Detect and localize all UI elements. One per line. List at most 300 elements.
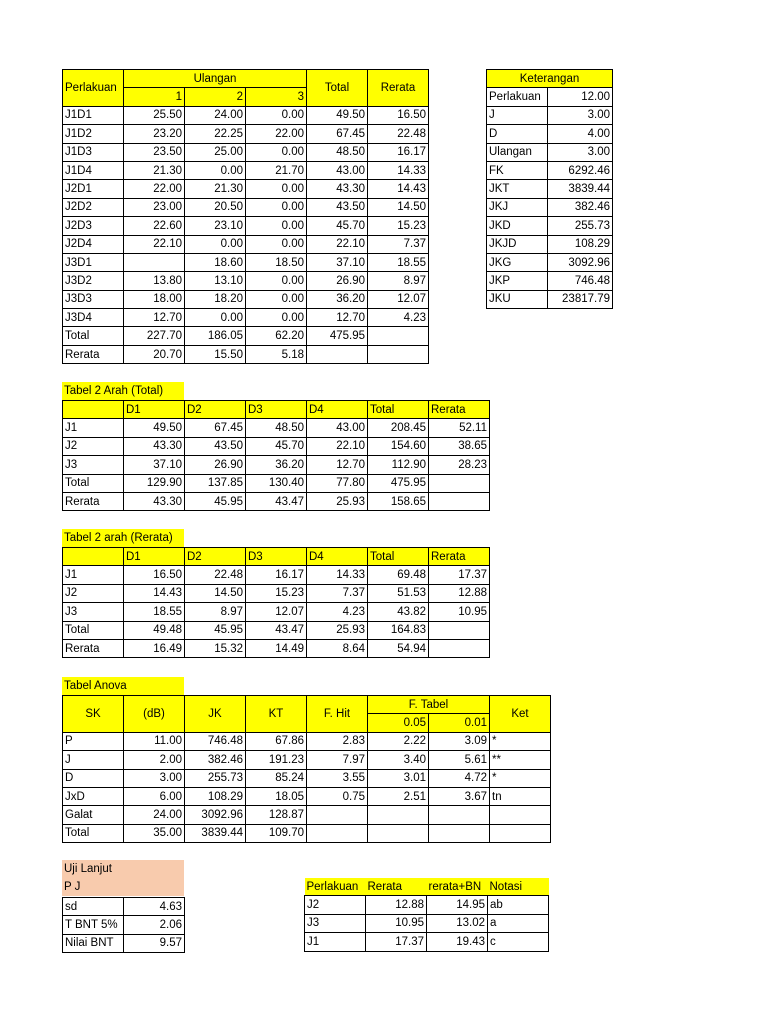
cell-value: 22.60 [124, 217, 185, 235]
cell-value: 22.00 [246, 125, 307, 143]
column-header: Rerata [429, 401, 490, 419]
table-row [63, 235, 429, 253]
cell-value: 13.80 [124, 272, 185, 290]
keterangan-label: Perlakuan [487, 88, 548, 106]
column-header: D4 [307, 401, 368, 419]
keterangan-value: 3.00 [548, 106, 613, 124]
uji-label: sd [63, 898, 124, 916]
cell-value [368, 327, 429, 345]
keterangan-block [486, 69, 613, 309]
cell-value: 8.97 [185, 603, 246, 621]
cell-value: 14.43 [368, 180, 429, 198]
uji-lanjut-title: Uji Lanjut [64, 863, 112, 875]
cell-value: 227.70 [124, 327, 185, 345]
cell-value: 36.20 [307, 290, 368, 308]
row-label: J2D4 [63, 235, 124, 253]
cell-value: 25.50 [124, 106, 185, 124]
row-label: J [63, 751, 124, 769]
significance-mark: ** [490, 751, 551, 769]
cell-value: 0.00 [185, 235, 246, 253]
row-label: J3 [63, 603, 124, 621]
cell-value: 54.94 [368, 639, 429, 657]
row-label: JxD [63, 787, 124, 805]
tabel-2-arah-rerata-block [62, 547, 490, 658]
t2-header-corner [63, 401, 124, 419]
column-header: Notasi [488, 878, 549, 896]
column-header: D2 [185, 401, 246, 419]
cell-value: 17.37 [429, 566, 490, 584]
significance-mark: * [490, 769, 551, 787]
uji-value: 2.06 [124, 916, 185, 934]
uji-value: 4.63 [124, 898, 185, 916]
cell-value: 0.00 [185, 161, 246, 179]
cell-value: 2.22 [368, 732, 429, 750]
cell-value: 6.00 [124, 787, 185, 805]
keterangan-label: JKP [487, 272, 548, 290]
table-row [63, 787, 551, 805]
row-label: J2D3 [63, 217, 124, 235]
tabel-2-arah-total-block [62, 400, 490, 511]
cell-value: 49.48 [124, 621, 185, 639]
cell-value: 25.93 [307, 621, 368, 639]
cell-value: 3.01 [368, 769, 429, 787]
cell-value: 23.10 [185, 217, 246, 235]
cell-value: 7.97 [307, 751, 368, 769]
cell-value: 8.97 [368, 272, 429, 290]
row-label: J3D1 [63, 253, 124, 271]
keterangan-label: FK [487, 161, 548, 179]
significance-mark: tn [490, 787, 551, 805]
cell-value: 49.50 [124, 419, 185, 437]
table-row [63, 806, 551, 824]
cell-value: 43.30 [124, 492, 185, 510]
cell-value: 16.17 [368, 143, 429, 161]
cell-value: 37.10 [124, 456, 185, 474]
header-ulangan: Ulangan [124, 70, 307, 88]
cell-value: 0.00 [246, 290, 307, 308]
cell-value: 16.17 [246, 566, 307, 584]
cell-value: 382.46 [185, 751, 246, 769]
row-label: J1D1 [63, 106, 124, 124]
column-header: D3 [246, 401, 307, 419]
cell-value: 18.50 [246, 253, 307, 271]
anova-header-db: (dB) [124, 696, 185, 733]
cell-value: 85.24 [246, 769, 307, 787]
table-row [487, 217, 613, 235]
table-row [63, 345, 429, 363]
cell-value: 77.80 [307, 474, 368, 492]
table-row [63, 769, 551, 787]
row-label: P [63, 732, 124, 750]
cell-value: 21.30 [124, 161, 185, 179]
column-header: D3 [246, 548, 307, 566]
cell-value: 2.00 [124, 751, 185, 769]
uji-value: 9.57 [124, 934, 185, 952]
cell-value [307, 806, 368, 824]
cell-value [124, 253, 185, 271]
cell-value: 3.09 [429, 732, 490, 750]
uji-label: Nilai BNT [63, 934, 124, 952]
cell-value: 49.50 [307, 106, 368, 124]
cell-value: 3839.44 [185, 824, 246, 842]
column-header: D1 [124, 401, 185, 419]
uji-lanjut-title-block [62, 860, 184, 896]
cell-value: 22.48 [185, 566, 246, 584]
cell-value: 12.88 [429, 584, 490, 602]
tabel-2-arah-rerata [62, 547, 490, 658]
cell-value: 3.40 [368, 751, 429, 769]
cell-value: 5.18 [246, 345, 307, 363]
cell-value: 191.23 [246, 751, 307, 769]
table-row [63, 934, 185, 952]
uji-label: T BNT 5% [63, 916, 124, 934]
main-data-table [62, 69, 429, 364]
table-row [63, 566, 490, 584]
row-label: J2 [63, 437, 124, 455]
notasi-block [304, 878, 549, 952]
uji-lanjut-table [62, 897, 185, 953]
column-header: D1 [124, 548, 185, 566]
row-label: J1 [63, 566, 124, 584]
keterangan-value: 746.48 [548, 272, 613, 290]
cell-value [307, 345, 368, 363]
column-header: Rerata [366, 878, 427, 896]
cell-value: 22.25 [185, 125, 246, 143]
table-row [63, 272, 429, 290]
table-row [63, 732, 551, 750]
header-ulangan-1: 1 [124, 88, 185, 106]
cell-value: 164.83 [368, 621, 429, 639]
anova-header-001: 0.01 [429, 714, 490, 732]
cell-value: 21.70 [246, 161, 307, 179]
row-label: Total [63, 621, 124, 639]
column-header: rerata+BN [427, 878, 488, 896]
row-label: J1D4 [63, 161, 124, 179]
table-row [63, 751, 551, 769]
cell-value: 24.00 [124, 806, 185, 824]
keterangan-value: 3092.96 [548, 253, 613, 271]
cell-value: 154.60 [368, 437, 429, 455]
cell-value: 4.23 [307, 603, 368, 621]
cell-value: 52.11 [429, 419, 490, 437]
cell-value: 14.50 [368, 198, 429, 216]
table-row [63, 639, 490, 657]
column-header: Total [368, 401, 429, 419]
cell-value: 16.50 [124, 566, 185, 584]
table-row [63, 180, 429, 198]
cell-value: 12.70 [307, 456, 368, 474]
cell-value: 22.10 [307, 235, 368, 253]
cell-value: 12.07 [246, 603, 307, 621]
cell-value: 3.00 [124, 769, 185, 787]
anova-header-fhit: F. Hit [307, 696, 368, 733]
cell-value: 158.65 [368, 492, 429, 510]
cell-value: 0.00 [246, 180, 307, 198]
cell-value: 0.75 [307, 787, 368, 805]
keterangan-label: JKU [487, 290, 548, 308]
column-header: D2 [185, 548, 246, 566]
cell-value: 3.67 [429, 787, 490, 805]
row-label: J3D4 [63, 309, 124, 327]
cell-value: 2.83 [307, 732, 368, 750]
table-row [487, 235, 613, 253]
table-row [63, 309, 429, 327]
table-row [63, 456, 490, 474]
cell-value: 128.87 [246, 806, 307, 824]
row-label: Total [63, 824, 124, 842]
cell-value [429, 621, 490, 639]
tabel-2-arah-rerata-caption: Tabel 2 arah (Rerata) [62, 529, 184, 547]
table-row [487, 198, 613, 216]
cell-value: 0.00 [246, 309, 307, 327]
table-row [487, 180, 613, 198]
table-row [63, 290, 429, 308]
cell-value: 26.90 [185, 456, 246, 474]
cell-value: 67.45 [307, 125, 368, 143]
table-row [63, 824, 551, 842]
cell-value [368, 806, 429, 824]
cell-value: 15.50 [185, 345, 246, 363]
cell-value: 10.95 [366, 914, 427, 932]
t3-header-corner [63, 548, 124, 566]
row-label: Rerata [63, 492, 124, 510]
table-row [63, 253, 429, 271]
cell-value: 35.00 [124, 824, 185, 842]
cell-value: 67.45 [185, 419, 246, 437]
cell-value [429, 474, 490, 492]
cell-value: 4.23 [368, 309, 429, 327]
cell-value: 12.88 [366, 896, 427, 914]
table-row [487, 290, 613, 308]
cell-value: 43.47 [246, 621, 307, 639]
anova-header-jk: JK [185, 696, 246, 733]
cell-value: 51.53 [368, 584, 429, 602]
cell-value: 186.05 [185, 327, 246, 345]
cell-value: 129.90 [124, 474, 185, 492]
table-row [63, 106, 429, 124]
keterangan-value: 3.00 [548, 143, 613, 161]
cell-value: 43.47 [246, 492, 307, 510]
row-label: J1 [305, 933, 366, 951]
table-row [305, 914, 549, 932]
row-label: D [63, 769, 124, 787]
cell-value: 11.00 [124, 732, 185, 750]
table-row [305, 896, 549, 914]
cell-value: 45.70 [246, 437, 307, 455]
keterangan-label: JKD [487, 217, 548, 235]
cell-value: 67.86 [246, 732, 307, 750]
cell-value: 14.49 [246, 639, 307, 657]
row-label: Rerata [63, 345, 124, 363]
row-label: J1D2 [63, 125, 124, 143]
anova-block [62, 695, 551, 843]
cell-value: 17.37 [366, 933, 427, 951]
row-label: Total [63, 327, 124, 345]
cell-value: 18.55 [124, 603, 185, 621]
cell-value: 45.95 [185, 621, 246, 639]
tabel-2-arah-total [62, 400, 490, 511]
column-header: D4 [307, 548, 368, 566]
row-label: Galat [63, 806, 124, 824]
table-row [487, 125, 613, 143]
cell-value: 14.33 [307, 566, 368, 584]
header-rerata: Rerata [368, 70, 429, 107]
cell-value: 12.07 [368, 290, 429, 308]
cell-value: 475.95 [368, 474, 429, 492]
row-label: J2 [305, 896, 366, 914]
cell-value: 16.49 [124, 639, 185, 657]
keterangan-value: 6292.46 [548, 161, 613, 179]
row-label: J3D3 [63, 290, 124, 308]
cell-value: 14.33 [368, 161, 429, 179]
table-row [63, 437, 490, 455]
cell-value: 7.37 [368, 235, 429, 253]
significance-mark [490, 806, 551, 824]
keterangan-label: D [487, 125, 548, 143]
cell-value: 0.00 [246, 217, 307, 235]
cell-value: 7.37 [307, 584, 368, 602]
cell-value: 10.95 [429, 603, 490, 621]
anova-table [62, 695, 551, 843]
table-row [487, 106, 613, 124]
keterangan-label: JKJD [487, 235, 548, 253]
cell-value: 112.90 [368, 456, 429, 474]
row-label: Total [63, 474, 124, 492]
keterangan-label: J [487, 106, 548, 124]
cell-value: 20.70 [124, 345, 185, 363]
cell-value: 2.51 [368, 787, 429, 805]
cell-value: 15.32 [185, 639, 246, 657]
cell-value: 208.45 [368, 419, 429, 437]
table-row [63, 198, 429, 216]
cell-value: 48.50 [307, 143, 368, 161]
table-row [487, 253, 613, 271]
table-row [63, 161, 429, 179]
notasi-table [304, 878, 549, 952]
tabel-anova-caption: Tabel Anova [62, 677, 184, 695]
cell-value: 18.00 [124, 290, 185, 308]
row-label: J2 [63, 584, 124, 602]
cell-value: 45.95 [185, 492, 246, 510]
table-row [63, 419, 490, 437]
column-header: Rerata [429, 548, 490, 566]
table-row [63, 621, 490, 639]
cell-value: 48.50 [246, 419, 307, 437]
cell-value: 26.90 [307, 272, 368, 290]
cell-value: 43.82 [368, 603, 429, 621]
column-header: Total [368, 548, 429, 566]
table-row [63, 474, 490, 492]
cell-value: 3.55 [307, 769, 368, 787]
table-row [487, 88, 613, 106]
header-ulangan-2: 2 [185, 88, 246, 106]
keterangan-value: 23817.79 [548, 290, 613, 308]
header-total: Total [307, 70, 368, 107]
cell-value: 12.70 [307, 309, 368, 327]
table-row [63, 898, 185, 916]
row-label: J2D1 [63, 180, 124, 198]
cell-value: 43.00 [307, 161, 368, 179]
cell-value: 23.20 [124, 125, 185, 143]
main-data-table-block [62, 69, 429, 364]
table-row [487, 161, 613, 179]
cell-value: 475.95 [307, 327, 368, 345]
cell-value: 43.30 [124, 437, 185, 455]
notasi-value: ab [488, 896, 549, 914]
cell-value: 45.70 [307, 217, 368, 235]
keterangan-value: 12.00 [548, 88, 613, 106]
cell-value: 0.00 [185, 309, 246, 327]
table-row [63, 125, 429, 143]
cell-value: 24.00 [185, 106, 246, 124]
table-row [63, 143, 429, 161]
keterangan-label: JKT [487, 180, 548, 198]
cell-value: 15.23 [246, 584, 307, 602]
table-row [63, 492, 490, 510]
table-row [487, 272, 613, 290]
keterangan-label: JKG [487, 253, 548, 271]
row-label: J3 [63, 456, 124, 474]
table-row [305, 933, 549, 951]
row-label: J1 [63, 419, 124, 437]
cell-value: 109.70 [246, 824, 307, 842]
cell-value: 255.73 [185, 769, 246, 787]
cell-value: 22.10 [124, 235, 185, 253]
cell-value: 22.00 [124, 180, 185, 198]
uji-lanjut-subtitle: P J [64, 881, 81, 893]
cell-value: 18.20 [185, 290, 246, 308]
cell-value [429, 492, 490, 510]
cell-value [429, 824, 490, 842]
cell-value: 22.10 [307, 437, 368, 455]
keterangan-label: Ulangan [487, 143, 548, 161]
keterangan-value: 4.00 [548, 125, 613, 143]
cell-value: 746.48 [185, 732, 246, 750]
cell-value: 38.65 [429, 437, 490, 455]
cell-value: 130.40 [246, 474, 307, 492]
cell-value: 0.00 [246, 235, 307, 253]
cell-value [429, 639, 490, 657]
notasi-value: a [488, 914, 549, 932]
anova-header-ftabel: F. Tabel [368, 696, 490, 714]
keterangan-label: JKJ [487, 198, 548, 216]
keterangan-value: 382.46 [548, 198, 613, 216]
header-perlakuan: Perlakuan [63, 70, 124, 107]
table-row [63, 584, 490, 602]
tabel-2-arah-total-caption: Tabel 2 Arah (Total) [62, 382, 184, 400]
cell-value: 12.70 [124, 309, 185, 327]
cell-value: 62.20 [246, 327, 307, 345]
cell-value: 14.95 [427, 896, 488, 914]
cell-value: 0.00 [246, 106, 307, 124]
table-row [487, 143, 613, 161]
table-row [63, 327, 429, 345]
notasi-value: c [488, 933, 549, 951]
row-label: J2D2 [63, 198, 124, 216]
cell-value: 23.00 [124, 198, 185, 216]
cell-value: 22.48 [368, 125, 429, 143]
cell-value [307, 824, 368, 842]
cell-value: 0.00 [246, 143, 307, 161]
header-ulangan-3: 3 [246, 88, 307, 106]
cell-value: 14.50 [185, 584, 246, 602]
cell-value: 69.48 [368, 566, 429, 584]
cell-value: 3092.96 [185, 806, 246, 824]
cell-value: 4.72 [429, 769, 490, 787]
keterangan-value: 108.29 [548, 235, 613, 253]
cell-value: 18.60 [185, 253, 246, 271]
row-label: J3D2 [63, 272, 124, 290]
